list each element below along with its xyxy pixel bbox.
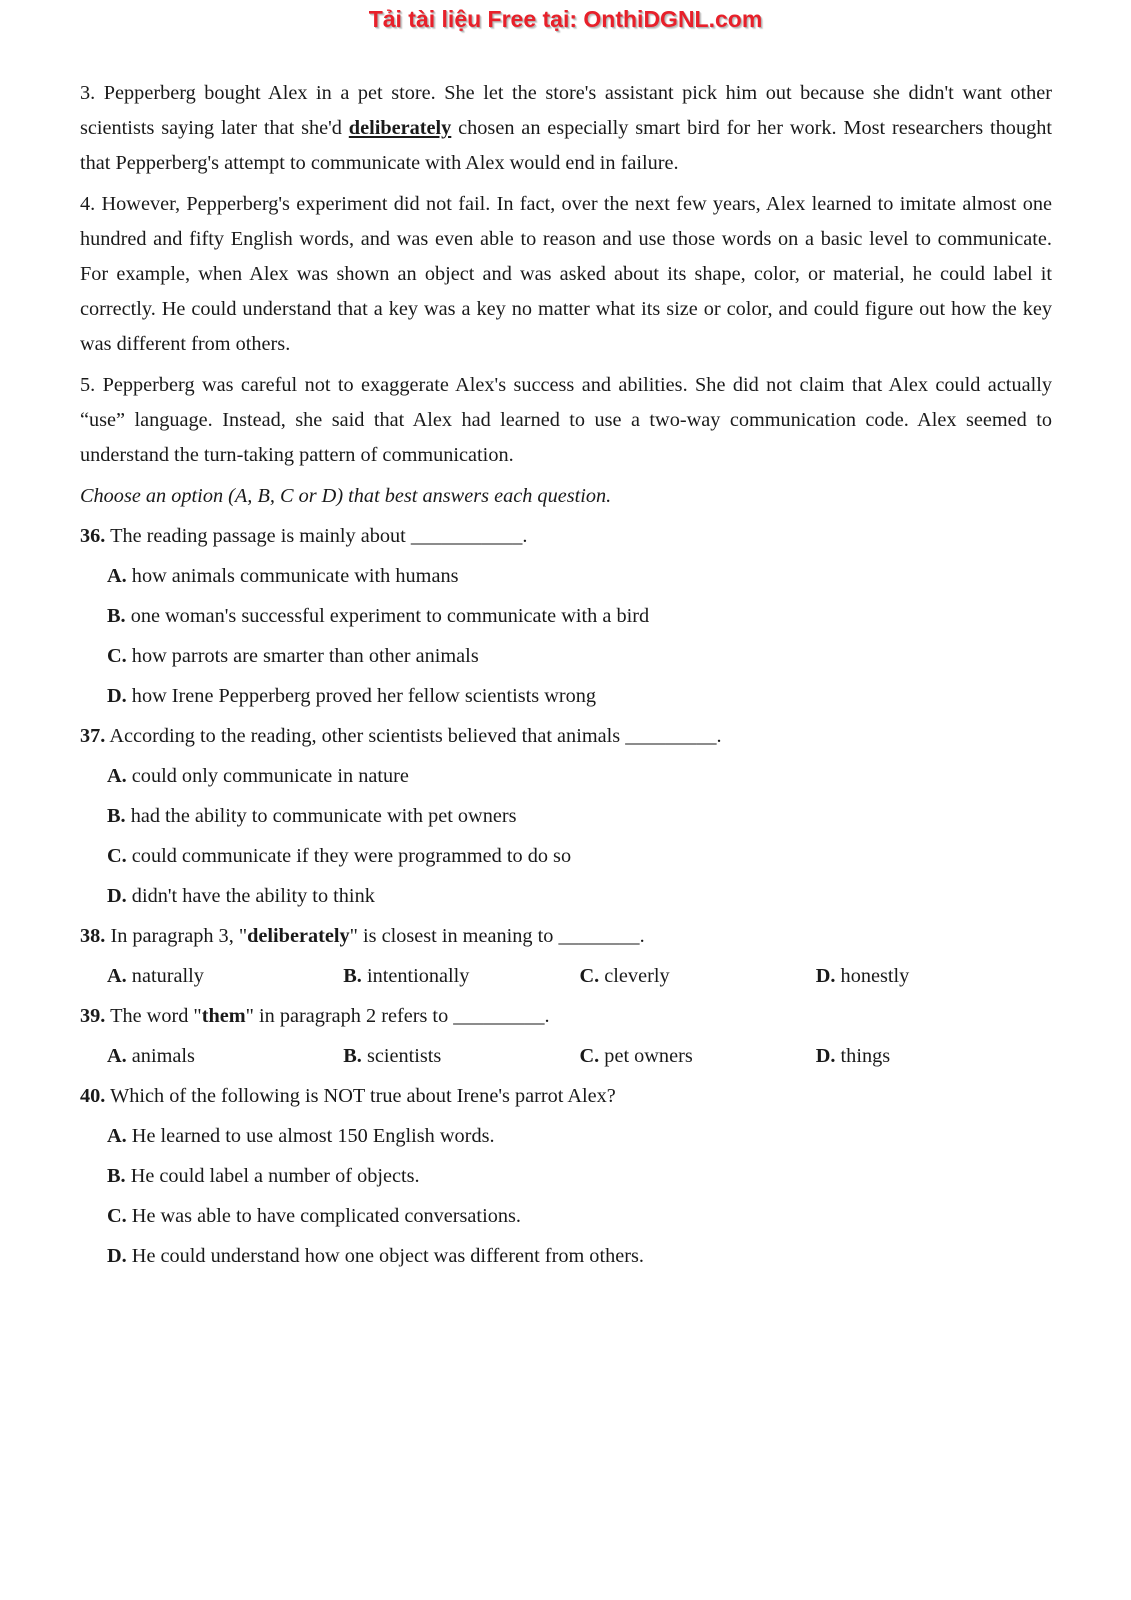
- q36-option-a: [107, 559, 1052, 594]
- paragraph-4: 4. However, Pepperberg's experiment did not fail. In fact, over the next few years, Alex learned to imitate almost one hundred and fifty English words, and was even able to reason and use those words on a basic level to communicate. For example, when Alex was shown an object and was asked about its shape, color, or material, he could label it correctly. He could understand that a key was a key no matter what its size or color, and could figure out how the key was different from others.: [80, 193, 1052, 355]
- option-text: didn't have the ability to think: [131, 885, 375, 907]
- option-text: had the ability to communicate with pet owners: [130, 805, 517, 827]
- q38-option-d: [816, 959, 1052, 994]
- question-number: 36.: [80, 525, 106, 547]
- q38-options: [107, 959, 1052, 994]
- q37-option-c: [107, 839, 1052, 874]
- option-text: one woman's successful experiment to communicate with a bird: [130, 605, 650, 627]
- option-label: B.: [107, 605, 126, 627]
- option-text: things: [840, 1045, 891, 1067]
- q38-option-a: [107, 959, 343, 994]
- q36-option-b: [107, 599, 1052, 634]
- option-label: B.: [343, 965, 362, 987]
- paragraph-3-end: chosen an especially smart bird for her work. Most researchers thought that Pepperberg's attempt to communicate with Alex would end in failure.: [80, 117, 1053, 174]
- q38-option-b: [343, 959, 579, 994]
- option-label: A.: [107, 965, 127, 987]
- option-label: B.: [107, 805, 126, 827]
- option-label: B.: [107, 1165, 126, 1187]
- option-label: D.: [815, 1045, 836, 1067]
- question-37: [80, 719, 1052, 754]
- q40-option-d: [107, 1239, 1052, 1274]
- option-text: could communicate if they were programmed to do so: [131, 845, 572, 867]
- q40-option-c: [107, 1199, 1052, 1234]
- q37-option-a: [107, 759, 1052, 794]
- question-36: [80, 519, 1052, 554]
- q39-option-d: [816, 1039, 1052, 1074]
- option-label: A.: [107, 1125, 127, 1147]
- question-39: [80, 999, 1052, 1034]
- question-number: 37.: [80, 725, 106, 747]
- question-keyword: deliberately: [247, 925, 350, 947]
- document-body: [80, 76, 1052, 1279]
- option-label: A.: [107, 1045, 127, 1067]
- paragraph-3: [80, 76, 1052, 181]
- q39-option-a: [107, 1039, 343, 1074]
- option-label: A.: [107, 765, 127, 787]
- question-keyword: them: [201, 1005, 246, 1027]
- question-number: 38.: [80, 925, 106, 947]
- option-text: pet owners: [604, 1045, 693, 1067]
- option-text: He learned to use almost 150 English words.: [131, 1125, 495, 1147]
- option-text: how Irene Pepperberg proved her fellow scientists wrong: [131, 685, 597, 707]
- option-label: C.: [579, 965, 600, 987]
- option-label: C.: [107, 645, 127, 667]
- q40-option-b: [107, 1159, 1052, 1194]
- q39-option-c: [580, 1039, 816, 1074]
- question-38: [80, 919, 1052, 954]
- keyword-deliberately: deliberately: [348, 117, 452, 139]
- question-text-start: In paragraph 3, ": [110, 925, 248, 947]
- option-text: He was able to have complicated conversations.: [131, 1205, 521, 1227]
- option-label: D.: [815, 965, 836, 987]
- option-text: scientists: [366, 1045, 442, 1067]
- q36-option-c: [107, 639, 1052, 674]
- option-text: naturally: [131, 965, 204, 987]
- option-label: B.: [343, 1045, 362, 1067]
- question-number: 40.: [80, 1085, 106, 1107]
- download-banner[interactable]: Tải tài liệu Free tại: OnthiDGNL.com: [368, 6, 763, 32]
- q40-option-a: [107, 1119, 1052, 1154]
- option-label: C.: [107, 1205, 127, 1227]
- option-text: He could understand how one object was different from others.: [131, 1245, 644, 1267]
- q37-option-b: [107, 799, 1052, 834]
- question-40: [80, 1079, 1052, 1114]
- option-text: He could label a number of objects.: [130, 1165, 420, 1187]
- option-text: animals: [131, 1045, 195, 1067]
- q36-option-d: [107, 679, 1052, 714]
- q39-options: [107, 1039, 1052, 1074]
- question-text-end: " in paragraph 2 refers to _________.: [245, 1005, 550, 1027]
- question-text: The reading passage is mainly about ___________.: [110, 525, 528, 547]
- option-text: how parrots are smarter than other animals: [131, 645, 479, 667]
- paragraph-3-start: 3. Pepperberg bought Alex in a pet store. She let the store's assistant pick him out because she didn't want other scientists saying later that she'd: [80, 82, 1052, 139]
- option-text: how animals communicate with humans: [131, 565, 459, 587]
- q38-option-c: [580, 959, 816, 994]
- option-text: could only communicate in nature: [131, 765, 409, 787]
- question-number: 39.: [80, 1005, 106, 1027]
- option-text: cleverly: [604, 965, 670, 987]
- q37-option-d: [107, 879, 1052, 914]
- option-label: A.: [107, 565, 127, 587]
- option-text: honestly: [840, 965, 910, 987]
- option-text: intentionally: [366, 965, 470, 987]
- option-label: D.: [107, 885, 127, 907]
- q39-option-b: [343, 1039, 579, 1074]
- option-label: C.: [579, 1045, 600, 1067]
- option-label: D.: [107, 1245, 127, 1267]
- question-text: Which of the following is NOT true about Irene's parrot Alex?: [110, 1085, 616, 1107]
- question-text-start: The word ": [110, 1005, 202, 1027]
- option-label: D.: [107, 685, 127, 707]
- question-text: According to the reading, other scientists believed that animals _________.: [109, 725, 722, 747]
- instruction: Choose an option (A, B, C or D) that best answers each question.: [80, 485, 612, 507]
- paragraph-5: 5. Pepperberg was careful not to exaggerate Alex's success and abilities. She did not claim that Alex could actually “use” language. Instead, she said that Alex had learned to use a two-way communication code. Alex seemed to understand the turn-taking pattern of communication.: [80, 374, 1052, 466]
- question-text-end: " is closest in meaning to ________.: [349, 925, 645, 947]
- option-label: C.: [107, 845, 127, 867]
